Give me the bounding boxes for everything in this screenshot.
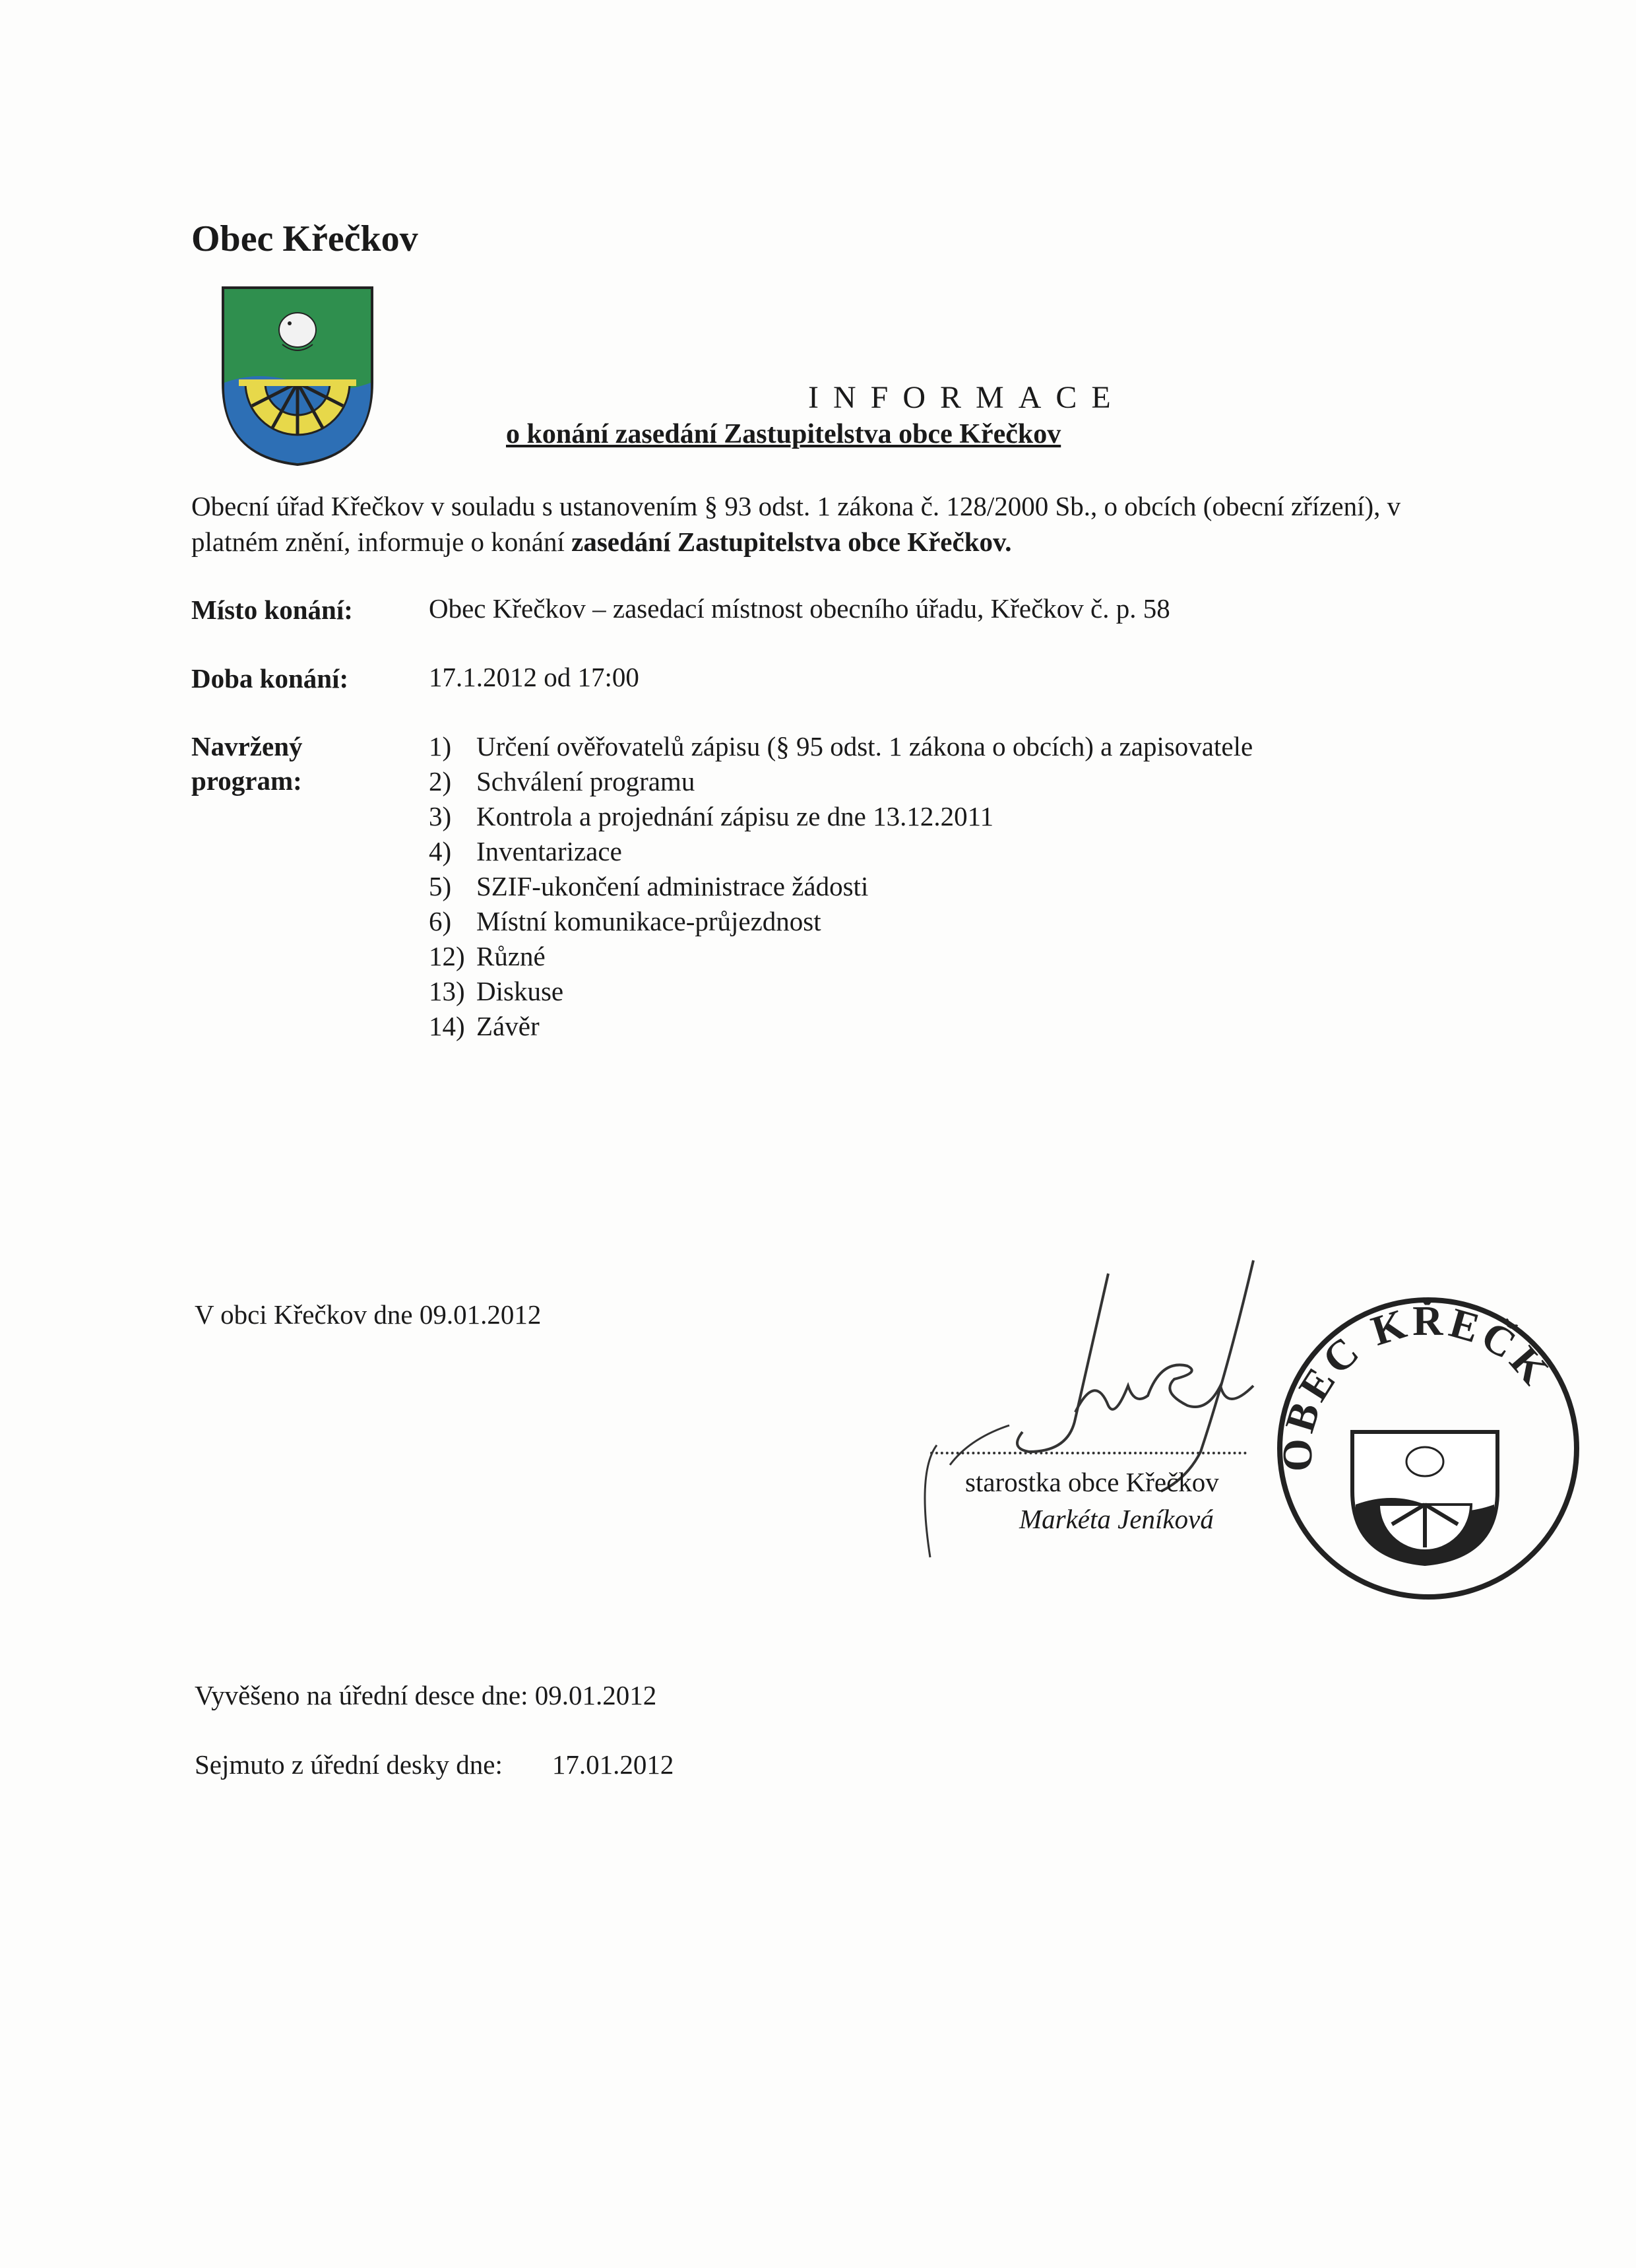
signer-role: starostka obce Křečkov [965,1467,1219,1497]
municipality-title: Obec Křečkov [191,218,418,259]
posted-date: 09.01.2012 [534,1680,657,1710]
place-value: Obec Křečkov – zasedací místnost obecního úřadu, Křečkov č. p. 58 [429,593,1170,624]
list-item: 5) SZIF-ukončení administrace žádosti [429,871,869,901]
list-item: 13) Diskuse [429,976,564,1006]
program-list [429,729,1253,1044]
removed-line: Sejmuto z úřední desky dne: 17.01.2012 [195,1749,674,1780]
list-item: 12) Různé [429,941,546,971]
list-item: 2) Schválení programu [429,766,695,796]
list-item: 14) Závěr [429,1011,540,1041]
time-label: Doba konání: [191,663,349,694]
signature-line [930,1452,1247,1454]
list-item: 1) Určení ověřovatelů zápisu (§ 95 odst. 1 zákona o obcích) a zapisovatele [429,731,1253,761]
document-subheading: o konání zasedání Zastupitelstva obce Křečkov [506,419,1061,449]
list-item: 3) Kontrola a projednání zápisu ze dne 13.12.2011 [429,801,994,831]
official-stamp-icon [1273,1293,1583,1604]
intro-paragraph: Obecní úřad Křečkov v souladu s ustanovením § 93 odst. 1 zákona č. 128/2000 Sb., o obcích (obecní zřízení), v platném znění, informuje o konání zasedání Zastupitelstva obce Křečkov. [191,491,1401,557]
list-item: 6) Místní komunikace-průjezdnost [429,906,821,936]
posted-line: Vyvěšeno na úřední desce dne: 09.01.2012 [195,1680,657,1710]
document-heading: INFORMACE [808,380,1125,415]
program-label: Navržený program: [191,731,303,796]
removed-date: 17.01.2012 [551,1749,674,1780]
time-value: 17.1.2012 od 17:00 [429,662,639,692]
place-label: Místo konání: [191,595,353,625]
list-item: 4) Inventarizace [429,836,622,866]
place-date: V obci Křečkov dne 09.01.2012 [195,1299,542,1330]
coat-of-arms-icon [219,284,376,469]
signer-name: Markéta Jeníková [1019,1504,1214,1534]
intro-bold: zasedání Zastupitelstva obce Křečkov. [571,527,1012,557]
svg-text:OBEC KŘEČK: OBEC KŘEČK [1273,1297,1561,1472]
